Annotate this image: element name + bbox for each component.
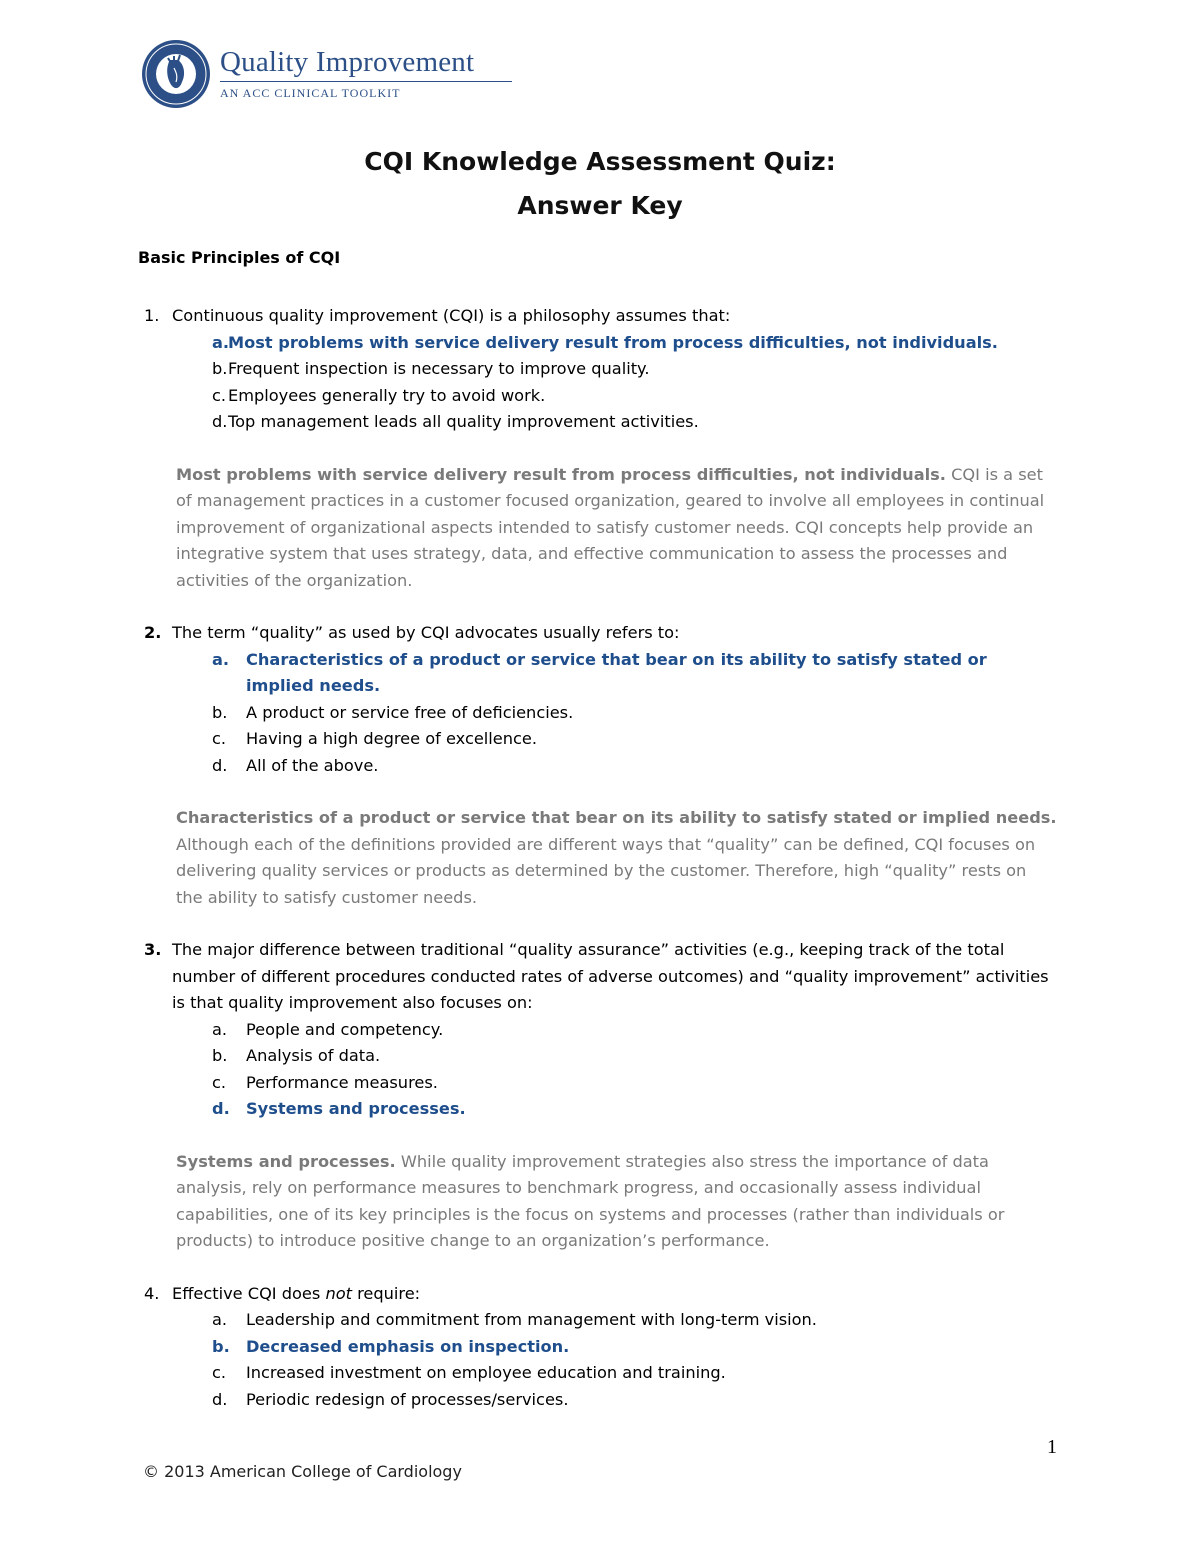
option-a: a. Characteristics of a product or service that bear on its ability to satisfy stated or implied needs. — [212, 649, 987, 695]
option-b: b. Frequent inspection is necessary to improve quality. — [212, 359, 650, 378]
page-title — [0, 140, 1200, 228]
option-a: a. People and competency. — [212, 1019, 444, 1039]
option-d: d. Systems and processes. — [212, 1099, 466, 1118]
title-line-2: Answer Key — [517, 191, 683, 220]
option-c: c. Employees generally try to avoid work. — [212, 385, 546, 405]
option-c: c. Having a high degree of excellence. — [212, 729, 538, 748]
title-line-1: CQI Knowledge Assessment Quiz: — [364, 147, 836, 176]
option-c: c. Performance measures. — [212, 1072, 438, 1092]
question-number: 3. — [144, 940, 162, 959]
question-number: 1. — [144, 306, 160, 325]
option-c: c. Increased investment on employee education and training. — [212, 1363, 726, 1382]
option-d: d. All of the above. — [212, 755, 379, 775]
options-list — [138, 1017, 1058, 1123]
brand-subtitle: AN ACC CLINICAL TOOLKIT — [220, 85, 401, 100]
acc-seal-icon — [140, 38, 212, 110]
options-list — [138, 647, 1058, 780]
option-d: d. Top management leads all quality improvement activities. — [212, 412, 699, 431]
section-heading: Basic Principles of CQI — [138, 248, 341, 267]
explanation: Most problems with service delivery result from process difficulties, not individuals. CQI is a set of management practices in a customer focused organization, geared to involve all employees in continual improvement of organizational aspects intended to satisfy customer needs. CQI concepts help provide an integrative system that uses strategy, data, and effective communication to assess the processes and activities of the organization. — [176, 464, 1045, 590]
question-text: The major difference between traditional “quality assurance” activities (e.g., keeping track of the total number of different procedures conducted rates of adverse outcomes) and “quality improvement” activities is that quality improvement also focuses on: — [172, 940, 1049, 1012]
explanation: Characteristics of a product or service that bear on its ability to satisfy stated or implied needs. Although each of the definitions provided are different ways that “quality” can be defined, CQI focuses on delivering quality services or products as determined by the customer. Therefore, high “quality” rests on the ability to satisfy customer needs. — [176, 808, 1057, 907]
question-3 — [138, 937, 1058, 1255]
question-1 — [138, 303, 1058, 594]
acc-logo — [140, 38, 512, 110]
option-a: a. Leadership and commitment from management with long-term vision. — [212, 1310, 817, 1329]
footer-copyright: © 2013 American College of Cardiology — [143, 1462, 462, 1481]
option-b: b. Decreased emphasis on inspection. — [212, 1336, 570, 1356]
question-2 — [138, 620, 1058, 911]
options-list — [138, 330, 1058, 436]
question-number: 4. — [144, 1283, 160, 1303]
page-number: 1 — [1047, 1436, 1057, 1458]
options-list — [138, 1307, 1058, 1413]
question-number: 2. — [144, 623, 162, 642]
question-text: Effective CQI does not require: — [172, 1283, 421, 1303]
explanation: Systems and processes. While quality improvement strategies also stress the importance of data analysis, rely on performance measures to benchmark progress, and occasionally assess individual capabilities, one of its key principles is the focus on systems and processes (rather than individuals or products) to introduce positive change to an organization’s performance. — [176, 1151, 1005, 1250]
option-d: d. Periodic redesign of processes/services. — [212, 1389, 569, 1409]
question-text: The term “quality” as used by CQI advocates usually refers to: — [172, 623, 680, 642]
quiz-content — [138, 245, 1058, 1413]
brand-title: Quality Improvement — [220, 45, 475, 78]
option-b: b. Analysis of data. — [212, 1046, 381, 1065]
option-b: b. A product or service free of deficiencies. — [212, 702, 574, 722]
option-a: a. Most problems with service delivery result from process difficulties, not individuals. — [212, 332, 998, 352]
brand-divider — [220, 81, 512, 82]
question-4 — [138, 1281, 1058, 1414]
question-text: Continuous quality improvement (CQI) is a philosophy assumes that: — [172, 306, 731, 325]
